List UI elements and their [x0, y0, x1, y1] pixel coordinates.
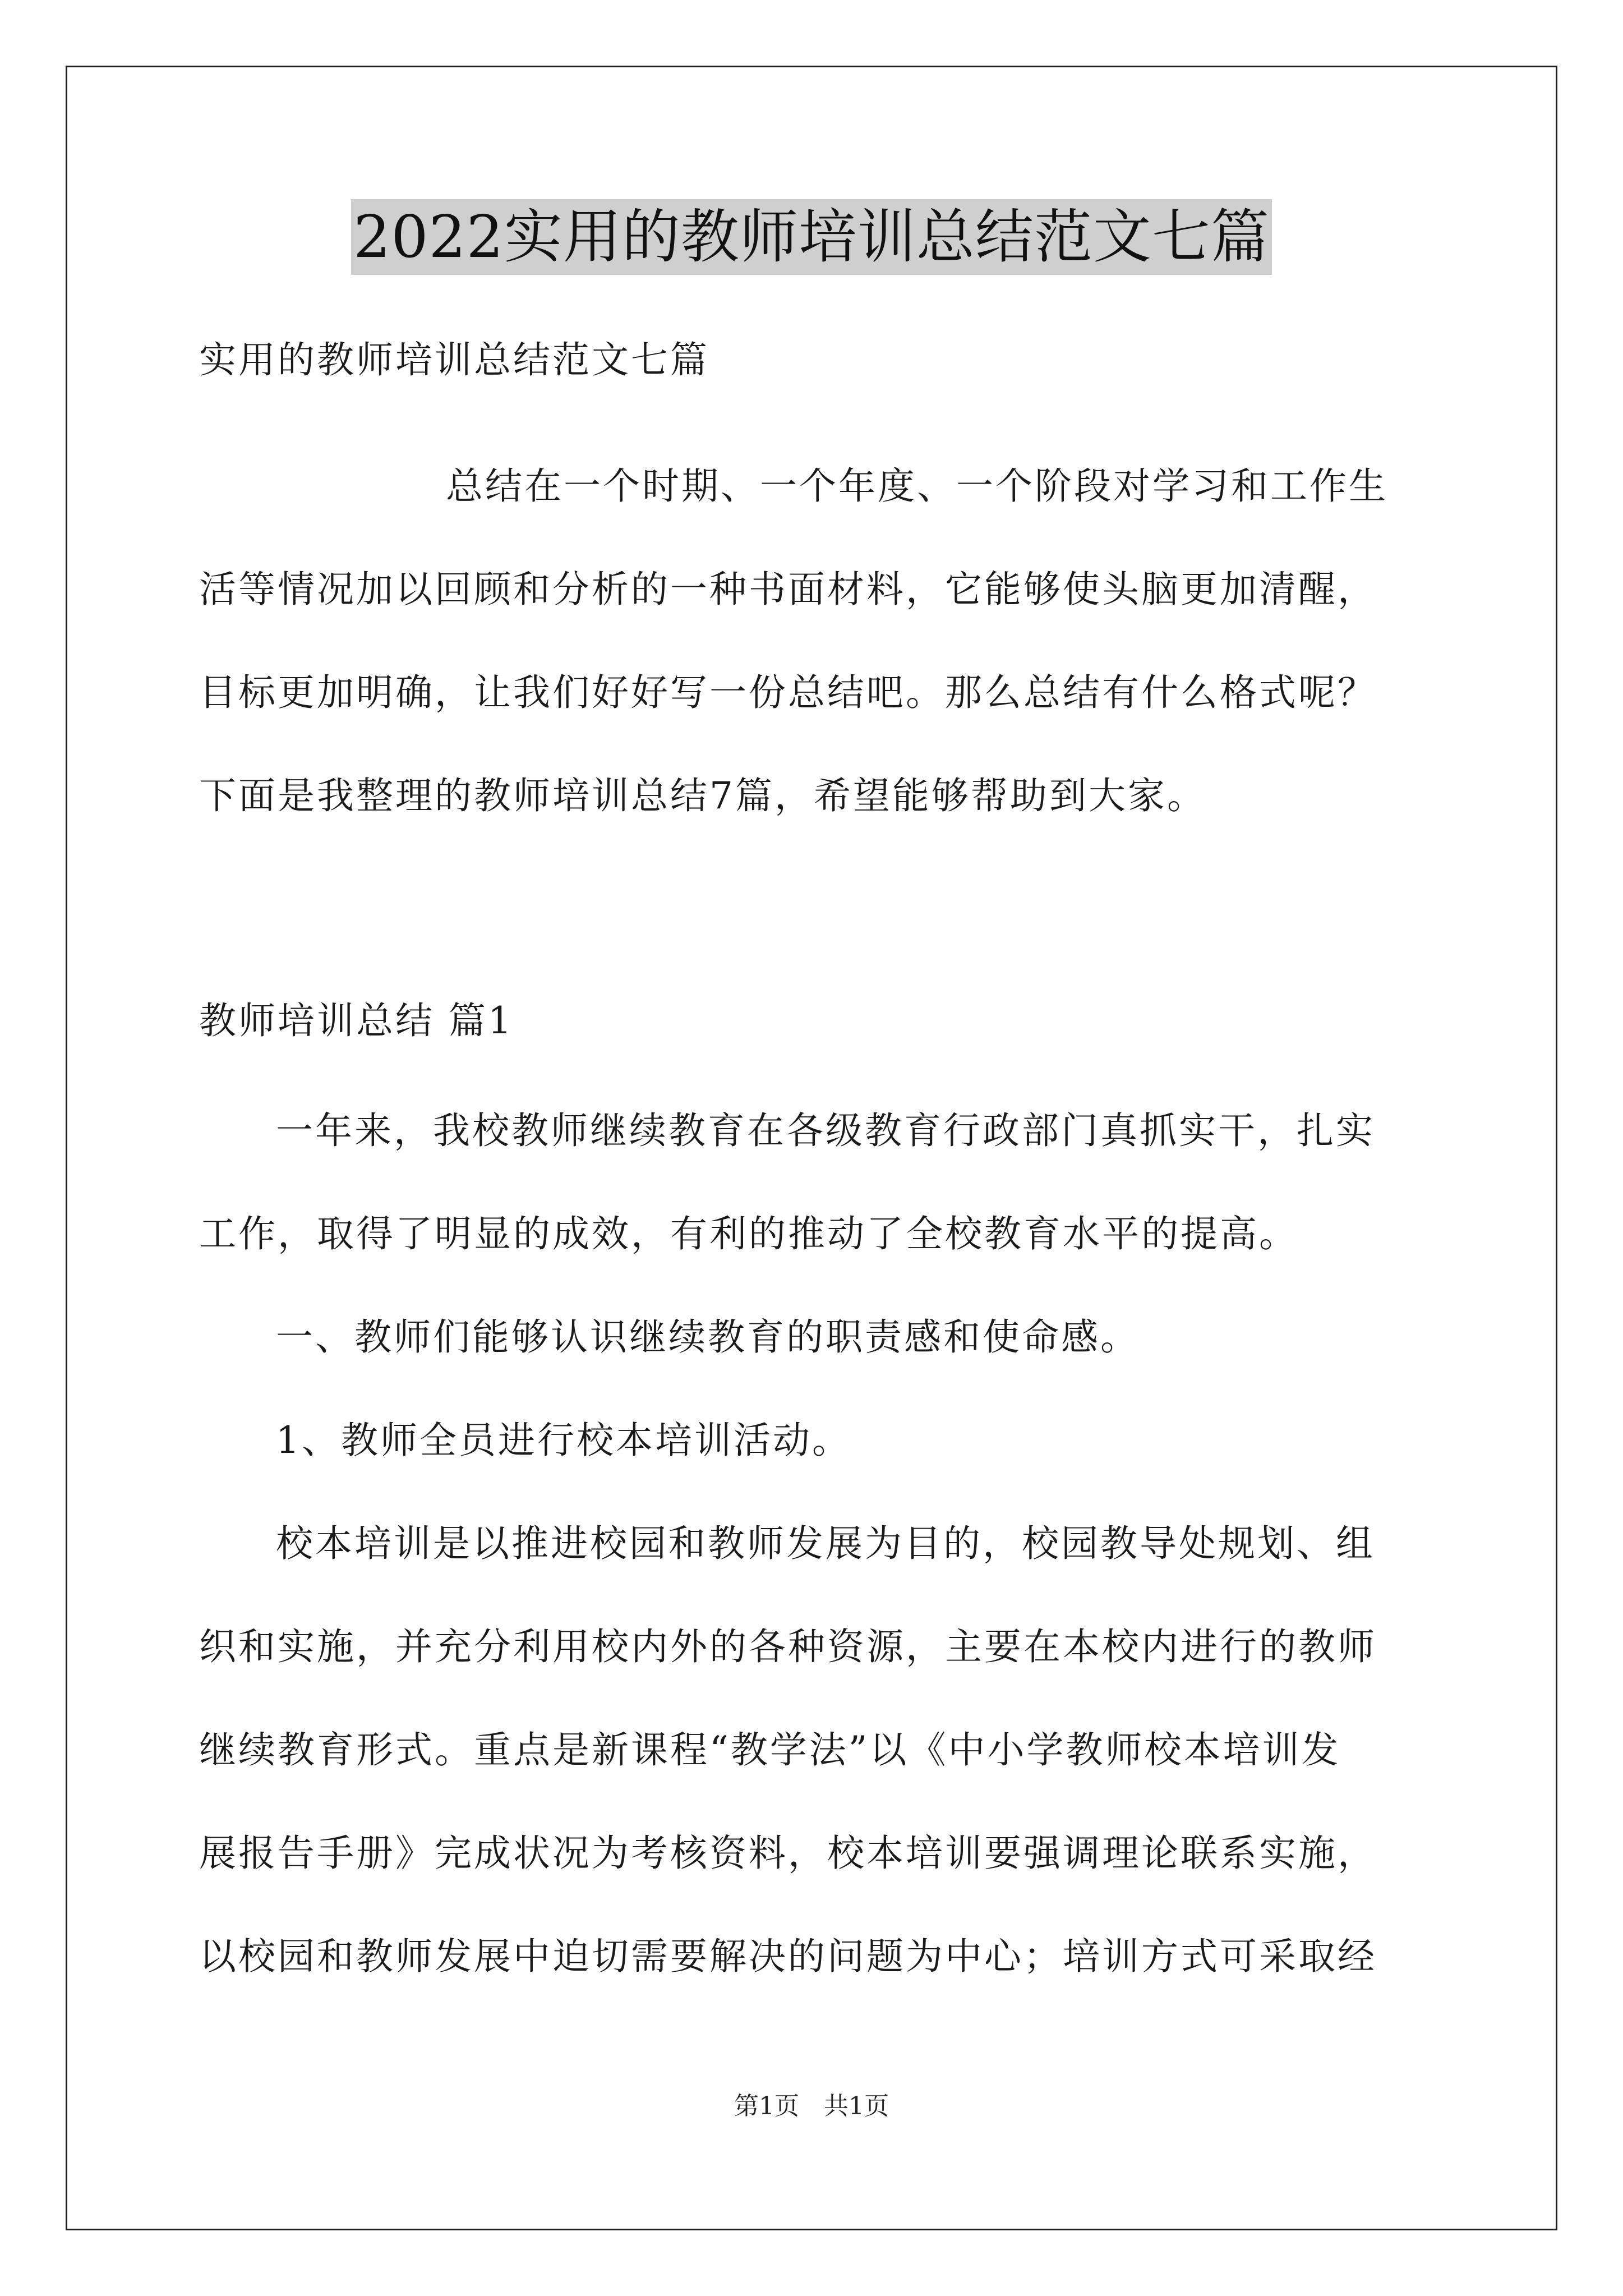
- intro-line: 目标更加明确，让我们好好写一份总结吧。那么总结有什么格式呢？: [199, 671, 1377, 714]
- para2-line: 继续教育形式。重点是新课程“教学法”以《中小学教师校本培训发: [199, 1728, 1341, 1772]
- intro-line: 活等情况加以回顾和分析的一种书面材料，它能够使头脑更加清醒，: [199, 568, 1377, 611]
- page-footer: 第1页 共1页: [734, 2092, 889, 2120]
- para1-line: 一年来，我校教师继续教育在各级教育行政部门真抓实干，扎实: [276, 1109, 1375, 1152]
- intro-paragraph: [199, 435, 1436, 848]
- para2-line: 织和实施，并充分利用校内外的各种资源，主要在本校内进行的教师: [199, 1625, 1377, 1668]
- sub-point-heading: 1、教师全员进行校本培训活动。: [276, 1419, 851, 1462]
- section-heading-block: [199, 969, 1436, 1073]
- para2-line: 校本培训是以推进校园和教师发展为目的，校园教导处规划、组: [276, 1522, 1375, 1565]
- para1-line: 工作，取得了明显的成效，有利的推动了全校教育水平的提高。: [199, 1212, 1298, 1255]
- intro-line: 总结在一个时期、一个年度、一个阶段对学习和工作生: [446, 464, 1388, 508]
- para2-line: 以校园和教师发展中迫切需要解决的问题为中心；培训方式可采取经: [199, 1935, 1377, 1978]
- intro-line: 下面是我整理的教师培训总结7篇，希望能够帮助到大家。: [199, 774, 1206, 817]
- section-heading: 教师培训总结 篇1: [199, 999, 514, 1042]
- point-heading: 一、教师们能够认识继续教育的职责感和使命感。: [276, 1315, 1140, 1359]
- para2-line: 展报告手册》完成状况为考核资料，校本培训要强调理论联系实施，: [199, 1832, 1377, 1875]
- title-container: [0, 199, 1623, 275]
- subtitle-block: [199, 309, 1436, 412]
- document-title: 2022实用的教师培训总结范文七篇: [351, 199, 1272, 275]
- document-subtitle: 实用的教师培训总结范文七篇: [199, 338, 709, 381]
- body-paragraphs: [199, 1079, 1436, 2008]
